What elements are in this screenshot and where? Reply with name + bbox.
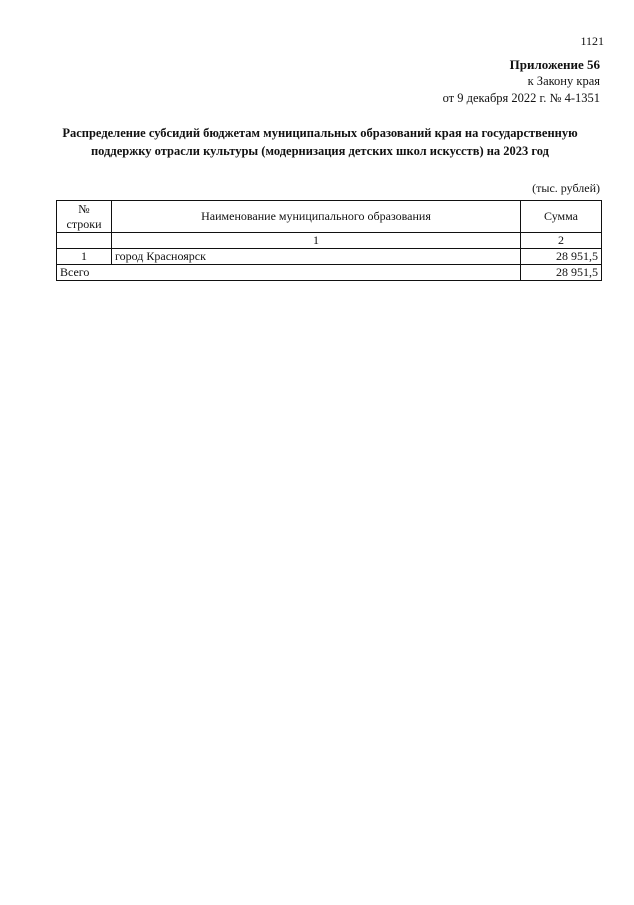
appendix-header (443, 56, 600, 107)
page-number: 1121 (580, 34, 604, 48)
total-label: Всего (57, 265, 521, 281)
column-number-name: 1 (112, 233, 521, 249)
column-number-empty (57, 233, 112, 249)
header-row-number-symbol: № (78, 201, 90, 216)
appendix-law-ref: к Закону края (527, 74, 600, 88)
row-number: 1 (57, 249, 112, 265)
row-sum: 28 951,5 (521, 249, 602, 265)
header-municipality-name: Наименование муниципального образования (112, 201, 521, 233)
column-number-row (57, 233, 602, 249)
row-municipality: город Красноярск (112, 249, 521, 265)
header-row-number-label: строки (66, 216, 102, 231)
units-label: (тыс. рублей) (532, 181, 600, 195)
subsidy-table (56, 200, 602, 281)
appendix-title: Приложение 56 (509, 57, 600, 72)
total-sum: 28 951,5 (521, 265, 602, 281)
column-number-sum: 2 (521, 233, 602, 249)
table-row (57, 249, 602, 265)
header-row-number (57, 201, 112, 233)
appendix-law-date: от 9 декабря 2022 г. № 4-1351 (442, 91, 600, 105)
table-header-row (57, 201, 602, 233)
document-title-line-1: Распределение субсидий бюджетам муниципальных образований края на государственную (62, 126, 578, 140)
header-sum: Сумма (521, 201, 602, 233)
document-title-line-2: поддержку отрасли культуры (модернизация детских школ искусств) на 2023 год (90, 144, 550, 158)
total-row (57, 265, 602, 281)
document-title (40, 124, 600, 160)
